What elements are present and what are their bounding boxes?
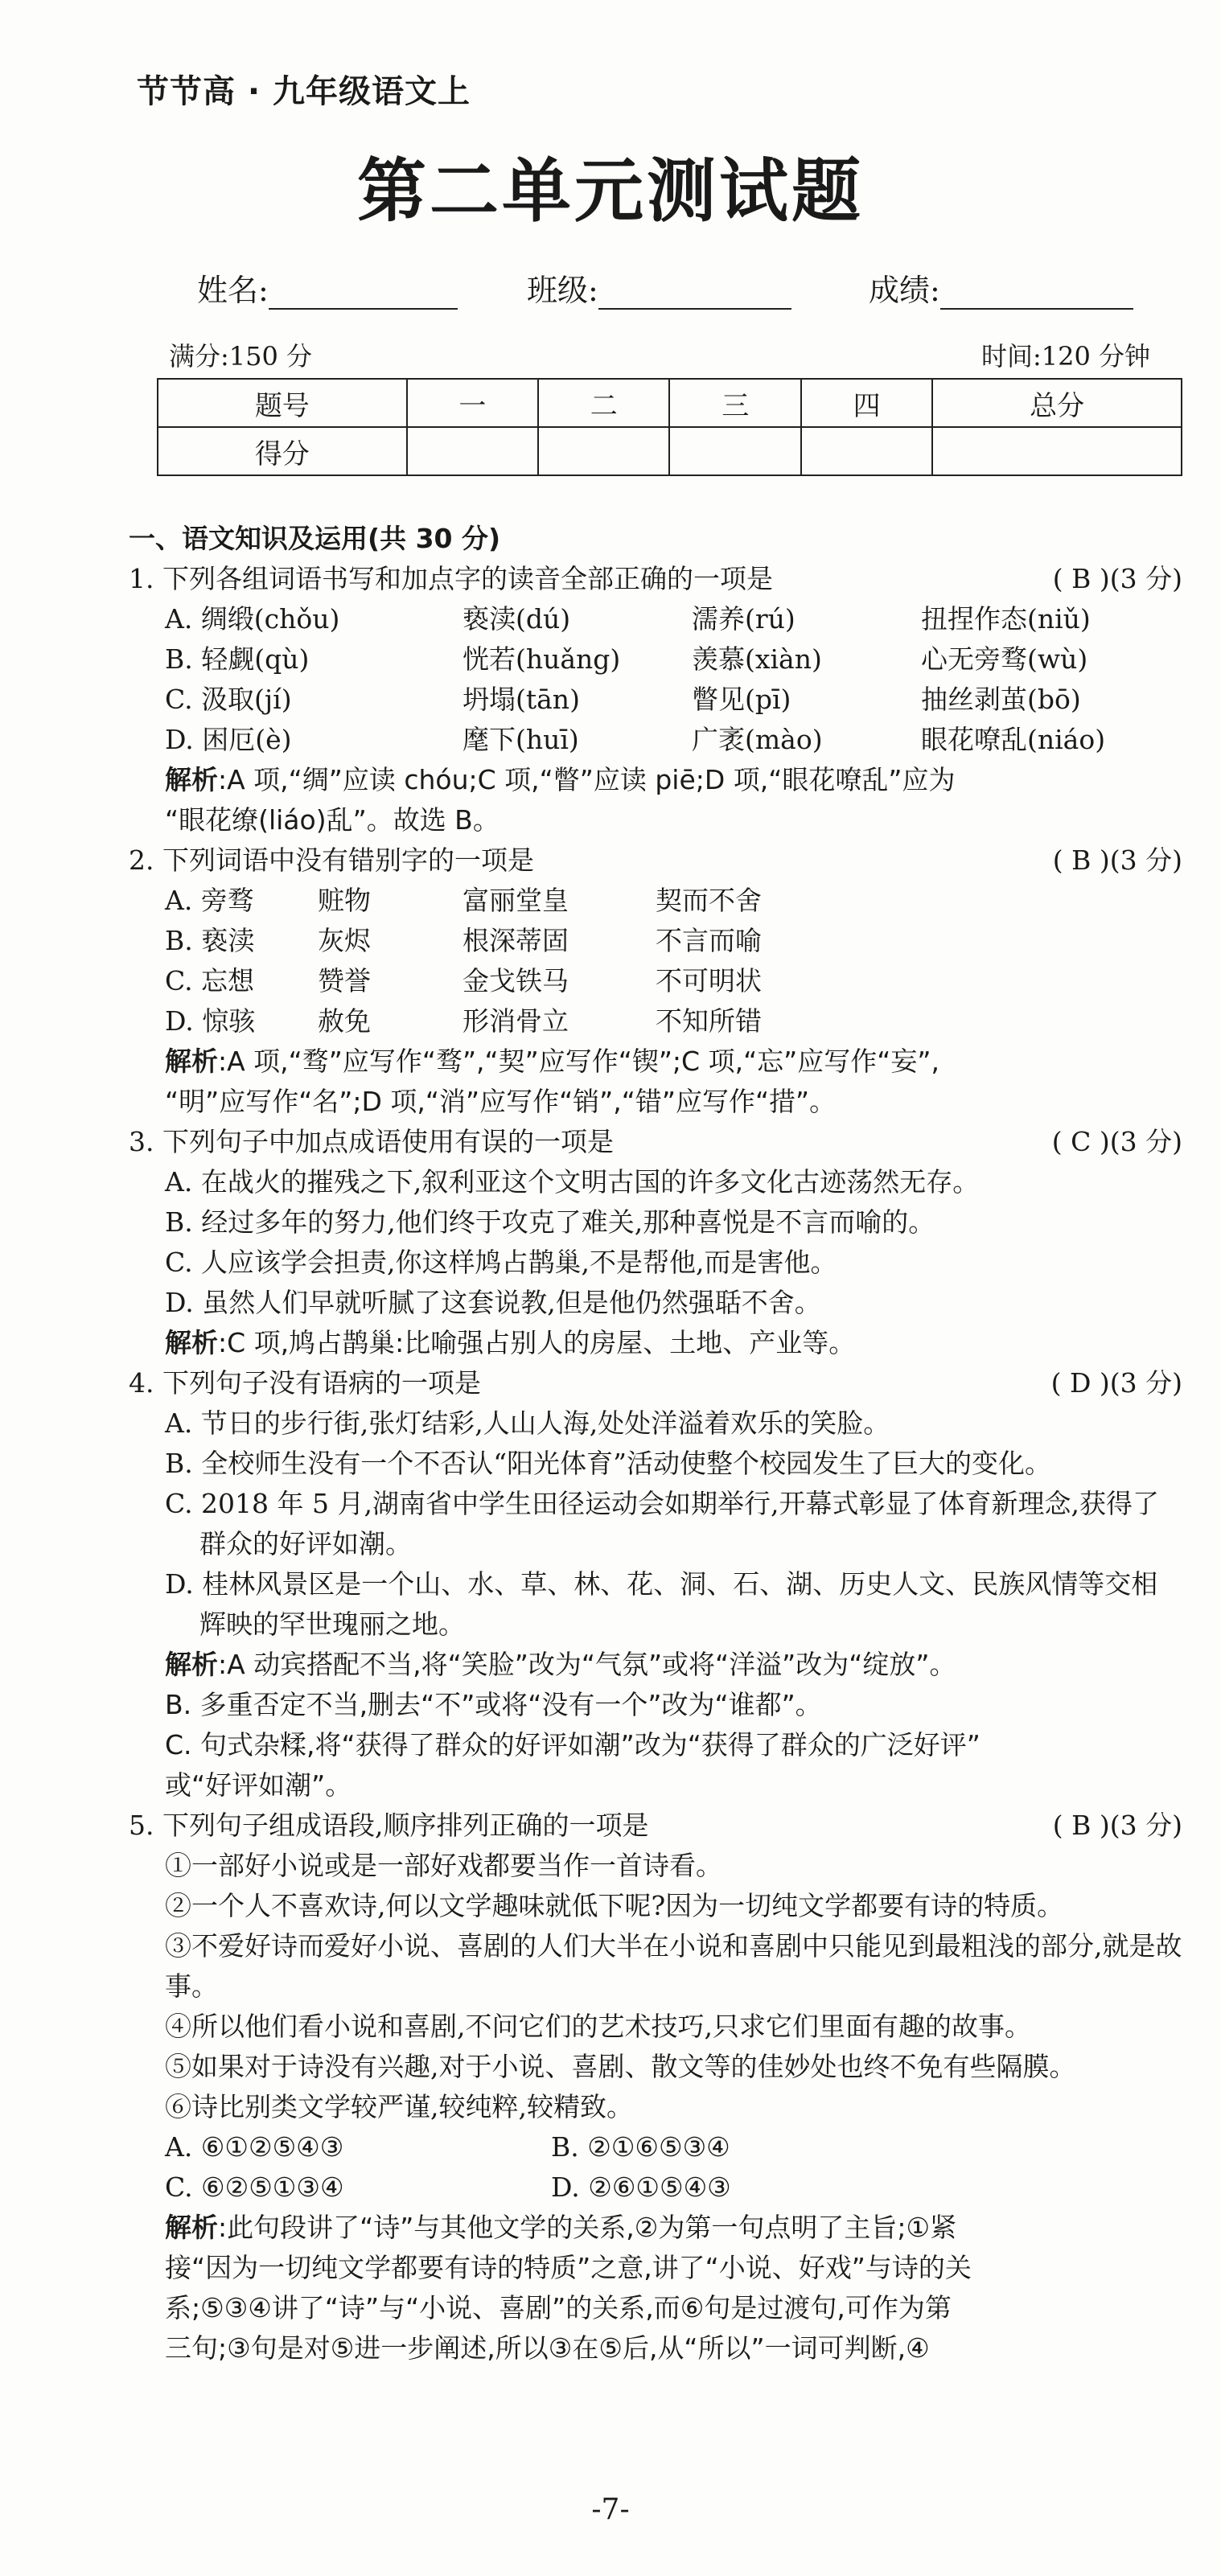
explanation-line: 系;⑤③④讲了“诗”与“小说、喜剧”的关系,而⑥句是过渡句,可作为第 — [165, 2292, 952, 2323]
explanation — [129, 1645, 1182, 1685]
option-cell: 眼花嘹乱(niáo) — [921, 724, 1106, 755]
choice: C. ⑥②⑤①③④ — [165, 2171, 344, 2203]
explanation-text: :此句段讲了“诗”与其他文学的关系,②为第一句点明了主旨;①紧 — [218, 2212, 957, 2243]
explanation — [129, 1041, 1182, 1082]
option-cell: 濡养(rú) — [692, 603, 796, 635]
explanation-label: 解析 — [165, 1649, 218, 1680]
option-cell: 赦免 — [318, 1005, 371, 1037]
option-cell: D. 困厄(è) — [165, 724, 292, 755]
full-marks: 满分:150 分 — [169, 341, 313, 372]
option-cell: 心无旁骛(wù) — [921, 643, 1088, 675]
page-title: 第二单元测试题 — [357, 150, 864, 232]
score-table-cell: 四 — [801, 379, 932, 427]
score-table-cell: 总分 — [932, 379, 1182, 427]
score-field — [869, 265, 1133, 310]
option-cell: D. 惊骇 — [165, 1005, 256, 1037]
score-table-cell: 三 — [669, 379, 800, 427]
option-cell: B. 亵渎 — [165, 925, 255, 956]
question-stem — [129, 559, 1182, 599]
score-blank — [940, 277, 1133, 310]
explanation-label: 解析 — [165, 1327, 218, 1358]
option: A. 在战火的摧残之下,叙利亚这个文明古国的许多文化古迹荡然无存。 — [165, 1166, 980, 1198]
option-cell: 不知所错 — [656, 1005, 762, 1037]
class-label: 班级: — [527, 273, 598, 308]
option: C. 人应该学会担责,你这样鸠占鹊巢,不是帮他,而是害他。 — [165, 1247, 837, 1278]
option-cell: 扭捏作态(niǔ) — [921, 603, 1091, 635]
explanation-label: 解析 — [165, 2212, 218, 2243]
option-cell: 根深蒂固 — [462, 925, 569, 956]
explanation-line: “明”应写作“名”;D 项,“消”应写作“销”,“错”应写作“措”。 — [165, 1086, 837, 1117]
option-cell: C. 汲取(jí) — [165, 684, 292, 715]
answer-mark: ( B )(3 分) — [1052, 563, 1182, 594]
score-table-cell: 题号 — [158, 379, 407, 427]
score-entry-cell — [669, 427, 800, 475]
option-cell: 赞誉 — [318, 965, 371, 996]
option-row — [129, 881, 1182, 921]
explanation-label: 解析 — [165, 764, 218, 795]
option-cell: 羡慕(xiàn) — [692, 643, 822, 675]
explanation — [129, 1323, 1182, 1363]
answer-mark: ( C )(3 分) — [1051, 1126, 1182, 1157]
option-cell: 契而不舍 — [656, 885, 762, 916]
statement: ④所以他们看小说和喜剧,不问它们的艺术技巧,只求它们里面有趣的故事。 — [165, 2011, 1031, 2042]
option-cell: 坍塌(tān) — [462, 684, 580, 715]
option-cell: 赃物 — [318, 885, 371, 916]
score-table-cell: 二 — [538, 379, 669, 427]
score-table-score-row — [158, 427, 1182, 475]
option-cell: 广袤(mào) — [692, 724, 823, 755]
option-row — [129, 961, 1182, 1001]
answer-mark: ( D )(3 分) — [1050, 1367, 1182, 1399]
option-cell: C. 忘想 — [165, 965, 255, 996]
name-field — [197, 265, 458, 310]
score-entry-cell — [407, 427, 538, 475]
option-cell: 灰烬 — [318, 925, 371, 956]
explanation-line: “眼花缭(liáo)乱”。故选 B。 — [165, 804, 500, 836]
score-table-cell: 得分 — [158, 427, 407, 475]
exam-time: 时间:120 分钟 — [981, 341, 1151, 372]
name-blank — [269, 277, 458, 310]
option-cell: A. 绸缎(chǒu) — [165, 603, 340, 635]
option-cell: 不可明状 — [656, 965, 762, 996]
statement: ⑥诗比别类文学较严谨,较纯粹,较精致。 — [165, 2091, 633, 2122]
choice: D. ②⑥①⑤④③ — [551, 2171, 731, 2203]
option: B. 经过多年的努力,他们终于攻克了难关,那种喜悦是不言而喻的。 — [165, 1206, 935, 1238]
option-row — [129, 599, 1182, 639]
option-row — [129, 921, 1182, 961]
option-cell: 瞥见(pī) — [692, 684, 791, 715]
explanation-line: 接“因为一切纯文学都要有诗的特质”之意,讲了“小说、好戏”与诗的关 — [165, 2252, 972, 2283]
option-row — [129, 1001, 1182, 1041]
explanation-line: 或“好评如潮”。 — [165, 1769, 352, 1801]
explanation-line: 三句;③句是对⑤进一步阐述,所以③在⑤后,从“所以”一词可判断,④ — [165, 2332, 930, 2364]
score-table-cell: 一 — [407, 379, 538, 427]
explanation — [129, 2208, 1182, 2248]
choice-row — [129, 2167, 1182, 2208]
option: A. 节日的步行街,张灯结彩,人山人海,处处洋溢着欢乐的笑脸。 — [165, 1407, 890, 1439]
question-text: 4. 下列句子没有语病的一项是 — [129, 1367, 481, 1399]
option: D. 虽然人们早就听腻了这套说教,但是他仍然强聒不舍。 — [165, 1287, 821, 1318]
option-cell: 麾下(huī) — [462, 724, 579, 755]
section-heading: 一、语文知识及运用(共 30 分) — [129, 523, 501, 554]
option-cell: 形消骨立 — [462, 1005, 569, 1037]
statement: ②一个人不喜欢诗,何以文学趣味就低下呢?因为一切纯文学都要有诗的特质。 — [165, 1890, 1064, 1921]
explanation-text: :C 项,鸠占鹊巢:比喻强占别人的房屋、土地、产业等。 — [218, 1327, 856, 1358]
option-cell: 金戈铁马 — [462, 965, 569, 996]
option-cell: 富丽堂皇 — [462, 885, 569, 916]
statement: ①一部好小说或是一部好戏都要当作一首诗看。 — [165, 1850, 722, 1881]
question-stem — [129, 840, 1182, 881]
option-cell: 亵渎(dú) — [462, 603, 571, 635]
explanation-line: B. 多重否定不当,删去“不”或将“没有一个”改为“谁都”。 — [165, 1689, 822, 1720]
choice: B. ②①⑥⑤③④ — [551, 2131, 730, 2163]
choice-row — [129, 2127, 1182, 2167]
question-text: 1. 下列各组词语书写和加点字的读音全部正确的一项是 — [129, 563, 773, 594]
question-text: 2. 下列词语中没有错别字的一项是 — [129, 844, 534, 876]
page-number: -7- — [591, 2493, 630, 2526]
option-row — [129, 639, 1182, 680]
score-entry-cell — [801, 427, 932, 475]
choice: A. ⑥①②⑤④③ — [165, 2131, 344, 2163]
explanation-text: :A 项,“骛”应写作“骛”,“契”应写作“锲”;C 项,“忘”应写作“妄”, — [218, 1046, 939, 1077]
statement: ⑤如果对于诗没有兴趣,对于小说、喜剧、散文等的佳妙处也终不免有些隔膜。 — [165, 2051, 1076, 2082]
class-field — [527, 265, 791, 310]
option-cell: A. 旁骛 — [165, 885, 254, 916]
option-cell: B. 轻觑(qù) — [165, 643, 310, 675]
option-cell: 不言而喻 — [656, 925, 762, 956]
score-table-header-row — [158, 379, 1182, 427]
score-table — [157, 378, 1182, 476]
question-text: 3. 下列句子中加点成语使用有误的一项是 — [129, 1126, 614, 1157]
explanation-text: :A 项,“绸”应读 chóu;C 项,“瞥”应读 piē;D 项,“眼花嘹乱”应为 — [218, 764, 956, 795]
explanation-line: C. 句式杂糅,将“获得了群众的好评如潮”改为“获得了群众的广泛好评” — [165, 1729, 980, 1760]
question-stem — [129, 1806, 1182, 1846]
question-stem — [129, 1122, 1182, 1162]
answer-mark: ( B )(3 分) — [1052, 1810, 1182, 1841]
option-cell: 恍若(huǎng) — [462, 643, 621, 675]
answer-mark: ( B )(3 分) — [1052, 844, 1182, 876]
explanation — [129, 760, 1182, 800]
option-row — [129, 720, 1182, 760]
questions — [129, 519, 1182, 2369]
series-title: 节节高 · 九年级语文上 — [137, 73, 471, 110]
statement: ③不爱好诗而爱好小说、喜剧的人们大半在小说和喜剧中只能见到最粗浅的部分,就是故事。 — [165, 1930, 1182, 2002]
class-blank — [598, 277, 791, 310]
question-text: 5. 下列句子组成语段,顺序排列正确的一项是 — [129, 1810, 649, 1841]
option: C. 2018 年 5 月,湖南省中学生田径运动会如期举行,开幕式彰显了体育新理念,获得了群众的好评如潮。 — [165, 1488, 1159, 1559]
score-label: 成绩: — [869, 273, 940, 308]
option-cell: 抽丝剥茧(bō) — [921, 684, 1081, 715]
score-entry-cell — [932, 427, 1182, 475]
explanation-text: :A 动宾搭配不当,将“笑脸”改为“气氛”或将“洋溢”改为“绽放”。 — [218, 1649, 956, 1680]
score-entry-cell — [538, 427, 669, 475]
option-row — [129, 680, 1182, 720]
name-label: 姓名: — [197, 273, 269, 308]
question-stem — [129, 1363, 1182, 1403]
explanation-label: 解析 — [165, 1046, 218, 1077]
option: D. 桂林风景区是一个山、水、草、林、花、洞、石、湖、历史人文、民族风情等交相辉映的罕世瑰丽之地。 — [165, 1568, 1158, 1640]
option: B. 全校师生没有一个不否认“阳光体育”活动使整个校园发生了巨大的变化。 — [165, 1448, 1051, 1479]
